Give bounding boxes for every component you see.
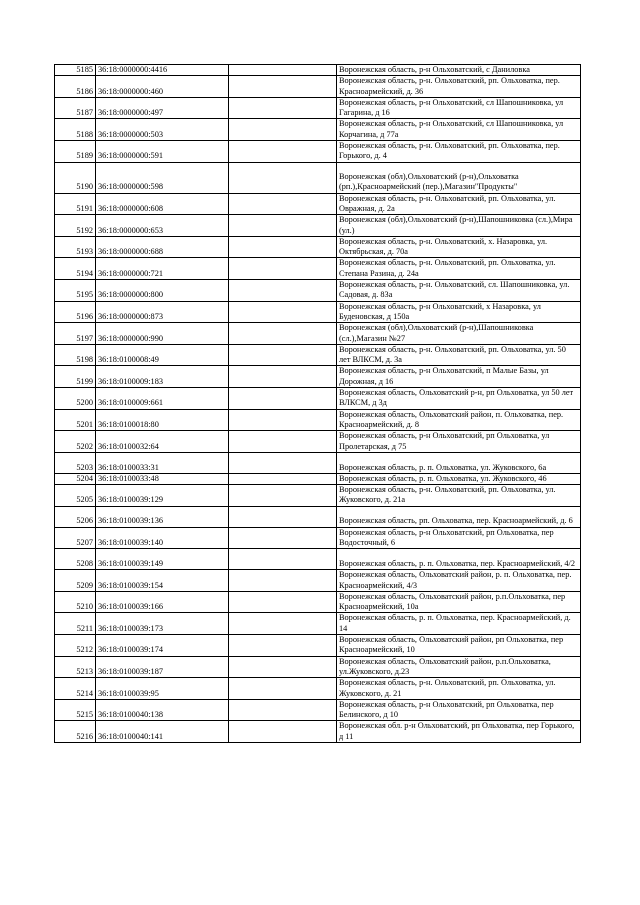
address-cell: Воронежская область, р-н. Ольховатский, х. Назаровка, ул. Октябрьская, д. 70а xyxy=(337,236,581,258)
row-number-cell: 5186 xyxy=(55,76,96,98)
cadastral-number-cell: 36:18:0000000:598 xyxy=(96,162,229,193)
table-row xyxy=(55,323,581,345)
address-cell: Воронежская область, Ольховатский район, рп Ольховатка, пер Красноармейский, 10 xyxy=(337,635,581,657)
address-cell: Воронежская область, р-н Ольховатский, сл Шапошниковка, ул Корчагина, д 77а xyxy=(337,119,581,141)
table-row xyxy=(55,678,581,700)
cadastral-number-cell: 36:18:0100039:149 xyxy=(96,549,229,570)
cadastral-number-cell: 36:18:0100040:138 xyxy=(96,699,229,721)
address-cell: Воронежская область, Ольховатский р-н, рп Ольховатка, ул 50 лет ВЛКСМ, д 3д xyxy=(337,388,581,410)
table-row xyxy=(55,549,581,570)
empty-cell xyxy=(229,388,337,410)
empty-cell xyxy=(229,527,337,549)
row-number-cell: 5206 xyxy=(55,506,96,527)
cadastral-number-cell: 36:18:0000000:721 xyxy=(96,258,229,280)
table-row xyxy=(55,215,581,237)
row-number-cell: 5213 xyxy=(55,656,96,678)
cadastral-number-cell: 36:18:0100039:154 xyxy=(96,570,229,592)
row-number-cell: 5196 xyxy=(55,301,96,323)
table-row xyxy=(55,162,581,193)
empty-cell xyxy=(229,215,337,237)
row-number-cell: 5198 xyxy=(55,344,96,366)
row-number-cell: 5212 xyxy=(55,635,96,657)
empty-cell xyxy=(229,485,337,507)
empty-cell xyxy=(229,678,337,700)
address-cell: Воронежская область, р. п. Ольховатка, ул. Жуковского, 46 xyxy=(337,473,581,484)
cadastral-number-cell: 36:18:0100039:140 xyxy=(96,527,229,549)
empty-cell xyxy=(229,409,337,431)
row-number-cell: 5199 xyxy=(55,366,96,388)
address-cell: Воронежская (обл),Ольховатский (р-н),Шапошниковка (сл.),Мира (ул.) xyxy=(337,215,581,237)
cadastral-number-cell: 36:18:0000000:990 xyxy=(96,323,229,345)
address-cell: Воронежская область, р-н Ольховатский, х Назаровка, ул Буденовская, д 150а xyxy=(337,301,581,323)
row-number-cell: 5185 xyxy=(55,65,96,76)
row-number-cell: 5201 xyxy=(55,409,96,431)
row-number-cell: 5215 xyxy=(55,699,96,721)
cadastral-number-cell: 36:18:0100039:166 xyxy=(96,591,229,613)
address-cell: Воронежская область, р-н Ольховатский, рп Ольховатка, ул Пролетарская, д 75 xyxy=(337,431,581,453)
address-cell: Воронежская (обл),Ольховатский (р-н),Ольховатка (рп.),Красноармейский (пер.),Магазин"Продукты" xyxy=(337,162,581,193)
row-number-cell: 5189 xyxy=(55,141,96,163)
empty-cell xyxy=(229,656,337,678)
cadastral-number-cell: 36:18:0000000:591 xyxy=(96,141,229,163)
row-number-cell: 5209 xyxy=(55,570,96,592)
row-number-cell: 5193 xyxy=(55,236,96,258)
row-number-cell: 5208 xyxy=(55,549,96,570)
row-number-cell: 5194 xyxy=(55,258,96,280)
table-row xyxy=(55,301,581,323)
address-cell: Воронежская область, р-н Ольховатский, сл Шапошниковка, ул Гагарина, д 16 xyxy=(337,97,581,119)
cadastral-number-cell: 36:18:0000000:873 xyxy=(96,301,229,323)
empty-cell xyxy=(229,236,337,258)
table-row xyxy=(55,635,581,657)
table-row xyxy=(55,473,581,484)
empty-cell xyxy=(229,591,337,613)
row-number-cell: 5216 xyxy=(55,721,96,743)
empty-cell xyxy=(229,613,337,635)
table-row xyxy=(55,344,581,366)
address-cell: Воронежская область, р-н. Ольховатский, сл. Шапошниковка, ул. Садовая, д. 83а xyxy=(337,280,581,302)
table-row xyxy=(55,721,581,743)
cadastral-number-cell: 36:18:0100018:80 xyxy=(96,409,229,431)
address-cell: Воронежская область, р-н Ольховатский, рп Ольховатка, пер Водосточный, 6 xyxy=(337,527,581,549)
row-number-cell: 5195 xyxy=(55,280,96,302)
empty-cell xyxy=(229,193,337,215)
address-cell: Воронежская область, Ольховатский район, р.п.Ольховатка, пер Красноармейский, 10а xyxy=(337,591,581,613)
table-row xyxy=(55,656,581,678)
table-row xyxy=(55,65,581,76)
row-number-cell: 5197 xyxy=(55,323,96,345)
row-number-cell: 5211 xyxy=(55,613,96,635)
empty-cell xyxy=(229,323,337,345)
row-number-cell: 5200 xyxy=(55,388,96,410)
address-cell: Воронежская область, р-н Ольховатский, с Даниловка xyxy=(337,65,581,76)
cadastral-number-cell: 36:18:0100039:173 xyxy=(96,613,229,635)
empty-cell xyxy=(229,65,337,76)
table-row xyxy=(55,485,581,507)
table-row xyxy=(55,119,581,141)
table-row xyxy=(55,193,581,215)
table-row xyxy=(55,236,581,258)
cadastral-number-cell: 36:18:0100039:129 xyxy=(96,485,229,507)
cadastral-number-cell: 36:18:0100040:141 xyxy=(96,721,229,743)
row-number-cell: 5214 xyxy=(55,678,96,700)
table-row xyxy=(55,280,581,302)
table-row xyxy=(55,366,581,388)
row-number-cell: 5207 xyxy=(55,527,96,549)
empty-cell xyxy=(229,452,337,473)
row-number-cell: 5191 xyxy=(55,193,96,215)
empty-cell xyxy=(229,366,337,388)
row-number-cell: 5187 xyxy=(55,97,96,119)
address-cell: Воронежская область, р-н. Ольховатский, рп. Ольховатка, ул. Жуковского, д. 21 xyxy=(337,678,581,700)
cadastral-number-cell: 36:18:0100032:64 xyxy=(96,431,229,453)
address-cell: Воронежская область, р. п. Ольховатка, пер. Красноармейский, 4/2 xyxy=(337,549,581,570)
row-number-cell: 5190 xyxy=(55,162,96,193)
empty-cell xyxy=(229,721,337,743)
row-number-cell: 5192 xyxy=(55,215,96,237)
registry-table-body xyxy=(55,65,581,743)
cadastral-number-cell: 36:18:0100033:48 xyxy=(96,473,229,484)
cadastral-number-cell: 36:18:0000000:4416 xyxy=(96,65,229,76)
address-cell: Воронежская область, р-н. Ольховатский, рп. Ольховатка, ул. Степана Разина, д. 24а xyxy=(337,258,581,280)
table-row xyxy=(55,76,581,98)
empty-cell xyxy=(229,280,337,302)
address-cell: Воронежская область, р. п. Ольховатка, пер. Красноармейский, д. 14 xyxy=(337,613,581,635)
empty-cell xyxy=(229,473,337,484)
empty-cell xyxy=(229,119,337,141)
empty-cell xyxy=(229,431,337,453)
address-cell: Воронежская область, Ольховатский район, п. Ольховатка, пер. Красноармейский, д. 8 xyxy=(337,409,581,431)
address-cell: Воронежская область, р-н. Ольховатский, рп. Ольховатка, ул. Овражная, д. 2а xyxy=(337,193,581,215)
cadastral-number-cell: 36:18:0000000:503 xyxy=(96,119,229,141)
row-number-cell: 5210 xyxy=(55,591,96,613)
table-row xyxy=(55,570,581,592)
table-row xyxy=(55,409,581,431)
address-cell: Воронежская область, р-н Ольховатский, рп Ольховатка, пер Белинского, д 10 xyxy=(337,699,581,721)
table-row xyxy=(55,97,581,119)
empty-cell xyxy=(229,301,337,323)
table-row xyxy=(55,258,581,280)
empty-cell xyxy=(229,258,337,280)
cadastral-number-cell: 36:18:0100039:136 xyxy=(96,506,229,527)
table-row xyxy=(55,388,581,410)
cadastral-number-cell: 36:18:0100009:183 xyxy=(96,366,229,388)
table-row xyxy=(55,699,581,721)
empty-cell xyxy=(229,97,337,119)
address-cell: Воронежская область, р-н Ольховатский, п Малые Базы, ул Дорожная, д 16 xyxy=(337,366,581,388)
empty-cell xyxy=(229,549,337,570)
empty-cell xyxy=(229,141,337,163)
cadastral-number-cell: 36:18:0000000:688 xyxy=(96,236,229,258)
cadastral-number-cell: 36:18:0100009:661 xyxy=(96,388,229,410)
address-cell: Воронежская область, Ольховатский район, р. п. Ольховатка, пер. Красноармейский, 4/3 xyxy=(337,570,581,592)
cadastral-number-cell: 36:18:0000000:497 xyxy=(96,97,229,119)
row-number-cell: 5202 xyxy=(55,431,96,453)
cadastral-number-cell: 36:18:0100039:95 xyxy=(96,678,229,700)
address-cell: Воронежская область, р. п. Ольховатка, ул. Жуковского, 6а xyxy=(337,452,581,473)
table-row xyxy=(55,506,581,527)
row-number-cell: 5204 xyxy=(55,473,96,484)
empty-cell xyxy=(229,635,337,657)
cadastral-number-cell: 36:18:0100033:31 xyxy=(96,452,229,473)
empty-cell xyxy=(229,506,337,527)
table-row xyxy=(55,613,581,635)
cadastral-number-cell: 36:18:0100039:174 xyxy=(96,635,229,657)
address-cell: Воронежская обл. р-н Ольховатский, рп Ольховатка, пер Горького, д 11 xyxy=(337,721,581,743)
address-cell: Воронежская (обл),Ольховатский (р-н),Шапошниковка (сл.),Магазин №27 xyxy=(337,323,581,345)
empty-cell xyxy=(229,76,337,98)
address-cell: Воронежская область, рп. Ольховатка, пер. Красноармейский, д. 6 xyxy=(337,506,581,527)
cadastral-number-cell: 36:18:0000000:653 xyxy=(96,215,229,237)
table-row xyxy=(55,591,581,613)
row-number-cell: 5188 xyxy=(55,119,96,141)
cadastral-number-cell: 36:18:0100008:49 xyxy=(96,344,229,366)
table-row xyxy=(55,452,581,473)
empty-cell xyxy=(229,344,337,366)
empty-cell xyxy=(229,162,337,193)
cadastral-registry-table xyxy=(54,64,581,743)
empty-cell xyxy=(229,570,337,592)
address-cell: Воронежская область, Ольховатский район, р.п.Ольховатка, ул.Жуковского, д.23 xyxy=(337,656,581,678)
empty-cell xyxy=(229,699,337,721)
address-cell: Воронежская область, р-н. Ольховатский, рп. Ольховатка, пер. Красноармейский, д. 36 xyxy=(337,76,581,98)
row-number-cell: 5203 xyxy=(55,452,96,473)
table-row xyxy=(55,141,581,163)
cadastral-number-cell: 36:18:0000000:800 xyxy=(96,280,229,302)
cadastral-number-cell: 36:18:0000000:460 xyxy=(96,76,229,98)
address-cell: Воронежская область, р-н. Ольховатский, рп. Ольховатка, пер. Горького, д. 4 xyxy=(337,141,581,163)
address-cell: Воронежская область, р-н. Ольховатский, рп. Ольховатка, ул. 50 лет ВЛКСМ, д. 3а xyxy=(337,344,581,366)
address-cell: Воронежская область, р-н. Ольховатский, рп. Ольховатка, ул. Жуковского, д. 21а xyxy=(337,485,581,507)
table-row xyxy=(55,527,581,549)
cadastral-number-cell: 36:18:0000000:608 xyxy=(96,193,229,215)
row-number-cell: 5205 xyxy=(55,485,96,507)
cadastral-number-cell: 36:18:0100039:187 xyxy=(96,656,229,678)
table-row xyxy=(55,431,581,453)
